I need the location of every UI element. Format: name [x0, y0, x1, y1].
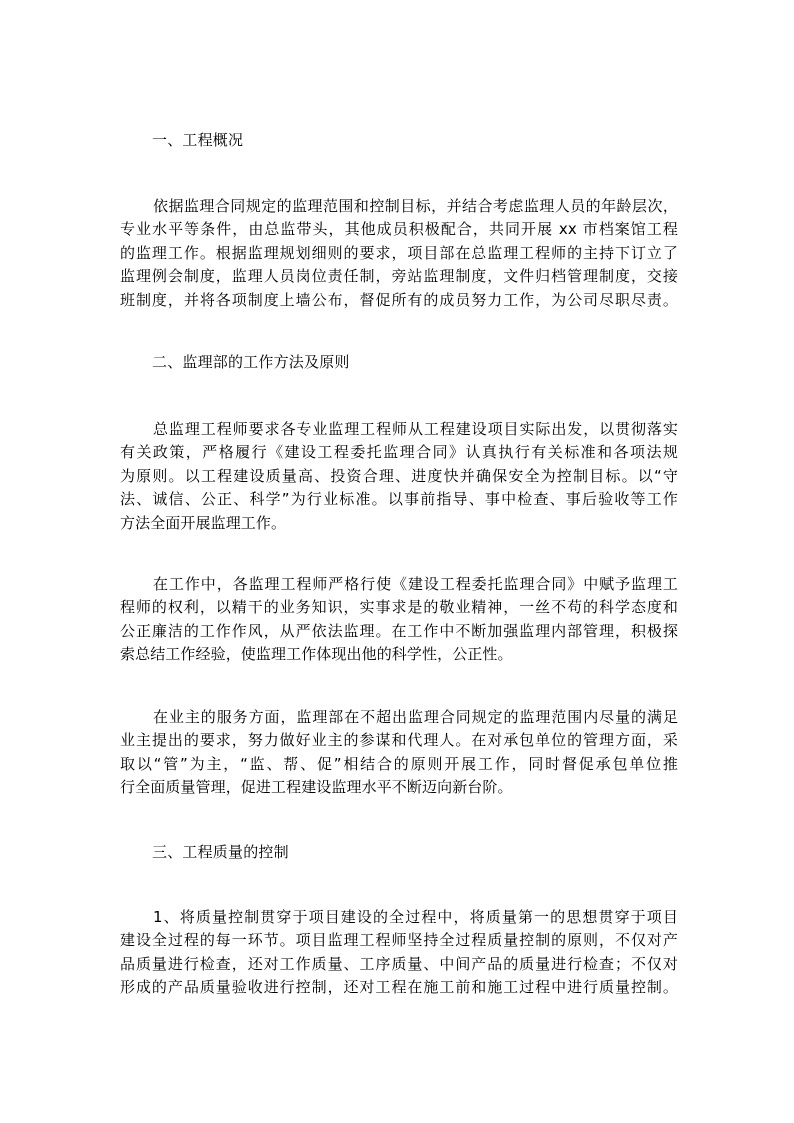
paragraph-line: 行全面质量管理，促进工程建设监理水平不断迈向新台阶。 [120, 778, 513, 797]
section-heading-quality: 三、工程质量的控制 [152, 843, 289, 861]
paragraph-line: 品质量进行检查，还对工作质量、工序质量、中间产品的质量进行检查；不仅对 [120, 954, 678, 973]
paragraph-line: 为原则。以工程建设质量高、投资合理、进度快并确保安全为控制目标。以“守 [120, 466, 678, 485]
paragraph-line: 专业水平等条件，由总监带头，其他成员积极配合，共同开展 xx 市档案馆工程 [120, 220, 678, 239]
paragraph-line: 在业主的服务方面，监理部在不超出监理合同规定的监理范围内尽量的满足 [153, 708, 678, 726]
paragraph-line: 依据监理合同规定的监理范围和控制目标，并结合考虑监理人员的年龄层次， [153, 197, 678, 215]
paragraph-line: 1、将质量控制贯穿于项目建设的全过程中，将质量第一的思想贯穿于项目 [153, 908, 678, 926]
paragraph-line: 班制度，并将各项制度上墙公布，督促所有的成员努力工作，为公司尽职尽责。 [120, 290, 678, 309]
paragraph-line: 法、诚信、公正、科学”为行业标准。以事前指导、事中检查、事后验收等工作 [120, 490, 678, 509]
paragraph-line: 程师的权利，以精干的业务知识，实事求是的敬业精神，一丝不苟的科学态度和 [120, 598, 678, 617]
paragraph-line: 总监理工程师要求各专业监理工程师从工程建设项目实际出发，以贯彻落实 [153, 420, 678, 438]
paragraph-line: 的监理工作。根据监理规划细则的要求，项目部在总监理工程师的主持下订立了 [120, 243, 678, 262]
section-heading-overview: 一、工程概况 [152, 131, 244, 149]
paragraph-overview [120, 195, 678, 312]
paragraph-line: 索总结工作经验，使监理工作体现出他的科学性，公正性。 [120, 645, 513, 664]
paragraph-line: 取以“管”为主，“监、帮、促”相结合的原则开展工作，同时督促承包单位推 [120, 754, 678, 773]
paragraph-methods [120, 418, 678, 535]
paragraph-work [120, 573, 678, 667]
paragraph-line: 方法全面开展监理工作。 [120, 513, 287, 532]
paragraph-line: 公正廉洁的工作作风，从严依法监理。在工作中不断加强监理内部管理，积极探 [120, 621, 678, 640]
paragraph-line: 在工作中，各监理工程师严格行使《建设工程委托监理合同》中赋予监理工 [153, 575, 678, 593]
paragraph-line: 监理例会制度，监理人员岗位责任制，旁站监理制度，文件归档管理制度，交接 [120, 267, 678, 286]
paragraph-service [120, 706, 678, 800]
paragraph-line: 业主提出的要求，努力做好业主的参谋和代理人。在对承包单位的管理方面，采 [120, 731, 678, 750]
paragraph-line: 形成的产品质量验收进行控制，还对工程在施工前和施工过程中进行质量控制。 [120, 978, 678, 997]
paragraph-quality [120, 906, 678, 1000]
paragraph-line: 建设全过程的每一环节。项目监理工程师坚持全过程质量控制的原则，不仅对产 [120, 931, 678, 950]
paragraph-line: 有关政策，严格履行《建设工程委托监理合同》认真执行有关标准和各项法规 [120, 443, 678, 462]
section-heading-methods: 二、监理部的工作方法及原则 [152, 353, 350, 371]
